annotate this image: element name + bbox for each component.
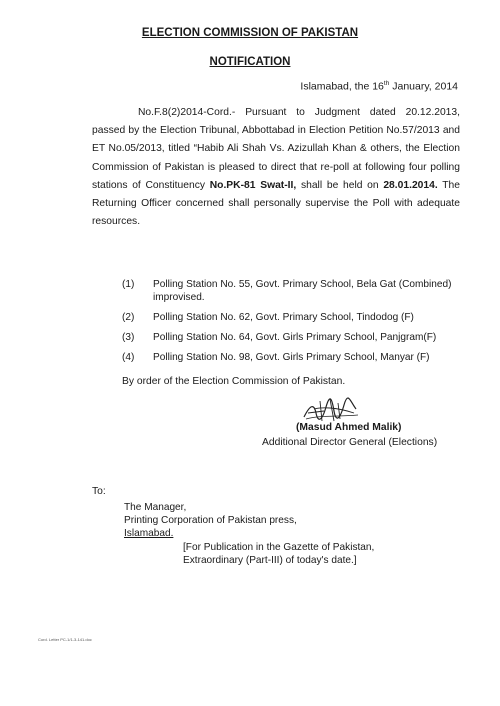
publication-line1: [For Publication in the Gazette of Pakistan, [183,542,375,553]
list-item [122,352,462,365]
signatory-name: (Masud Ahmed Malik) [296,422,402,433]
order-line: By order of the Election Commission of Pakistan. [122,376,346,387]
recipient-line1: The Manager, [124,502,187,513]
body-paragraph [92,104,460,231]
header-title: ELECTION COMMISSION OF PAKISTAN [141,27,359,39]
date-prefix: Islamabad, the 16 [300,80,384,93]
recipient-to: To: [92,486,106,497]
signatory-designation: Additional Director General (Elections) [262,437,438,448]
recipient-line2: Printing Corporation of Pakistan press, [124,514,297,526]
publication-note [183,542,374,568]
publication-line2: Extraordinary (Part-III) of today's date.] [183,554,357,566]
item-number: (4) [122,351,135,363]
header-subtitle: NOTIFICATION [209,56,291,68]
item-number: (1) [122,279,135,290]
body-part2: shall be held on [296,179,384,191]
list-item [122,332,462,345]
recipient-line3: Islamabad. [124,527,174,539]
list-item [122,312,462,325]
item-text: Polling Station No. 98, Govt. Girls Primary School, Manyar (F) [153,351,430,363]
list-item [122,279,462,304]
stations-list [122,279,462,372]
constituency: No.PK-81 Swat-II, [209,179,297,191]
item-text: Polling Station No. 64, Govt. Girls Primary School, Panjgram(F) [153,331,437,343]
notification-date [300,80,458,93]
date-sup: th [383,80,390,87]
body-part1: No.F.8(2)2014-Cord.- Pursuant to Judgment dated 20.12.2013, passed by the Election Tribunal, Abbottabad in Election Petition No.57/2013 and ET No.05/2013, titled “Habib Ali Shah Vs. Azizullah Khan & others, the Election Commission of Pakistan is pleased to direct that re-poll at following four polling stations of Constituency [92,107,460,191]
signature-icon [300,395,360,425]
poll-date: 28.01.2014. [383,179,438,191]
item-number: (2) [122,311,135,323]
item-text: Polling Station No. 55, Govt. Primary School, Bela Gat (Combined) improvised. [153,279,452,303]
body-part3: The Returning Officer concerned shall personally supervise the Poll with adequate resources. [92,179,460,228]
item-text: Polling Station No. 62, Govt. Primary School, Tindodog (F) [153,311,414,323]
footer-filename: Cord. Letter PC-1/1-3-141.doc [38,637,92,642]
date-suffix: January, 2014 [389,80,458,93]
recipient-address [124,502,297,540]
item-number: (3) [122,331,135,343]
